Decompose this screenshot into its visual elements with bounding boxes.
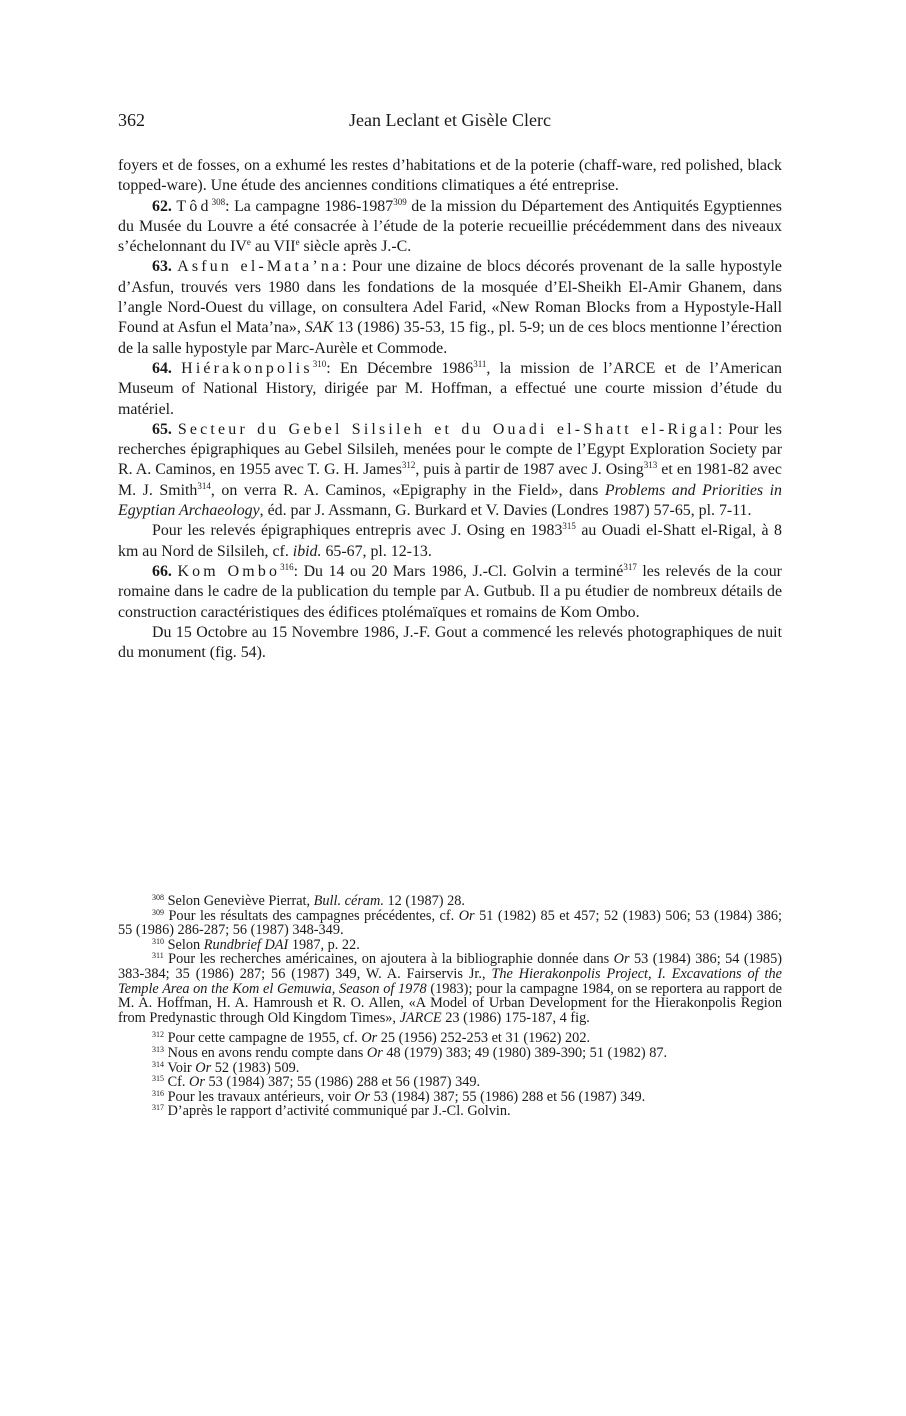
italic-run: SAK bbox=[304, 319, 334, 337]
text-run: 65-67, pl. 12-13. bbox=[321, 542, 432, 560]
italic-run: Or bbox=[361, 1030, 378, 1047]
page-number: 362 bbox=[118, 110, 145, 130]
text-run: 12 (1987) 28. bbox=[383, 893, 465, 909]
text-run: 13 (1986) 35-53, 15 fig., pl. 5-9; un de ces blocs mentionne l’érection de la salle hypostyle par Marc-Aurèle et Commode. bbox=[118, 319, 782, 357]
text-run: et en 1981-82 avec M. J. Smith bbox=[118, 461, 782, 499]
text-run: , puis à partir de 1987 avec J. Osing bbox=[415, 461, 644, 479]
footnote-mark: 311 bbox=[152, 951, 164, 961]
section-65-continued bbox=[118, 521, 782, 562]
footnote-ref: 310 bbox=[312, 358, 327, 369]
italic-run: ibid. bbox=[292, 542, 322, 560]
site-name: Tôd bbox=[176, 197, 212, 215]
footnote-ref: 308 bbox=[211, 196, 226, 207]
text-run: : Pour les recherches épigraphiques au Gebel Silsileh, menées pour le compte de l’Egypt Exploration Society par R. A. Caminos, en 1955 avec T. G. H. James bbox=[118, 420, 782, 479]
footnote-ref: 317 bbox=[623, 561, 637, 572]
site-name: Kom Ombo bbox=[177, 562, 281, 580]
footnote-313 bbox=[118, 1046, 782, 1061]
text-run: , éd. par J. Assmann, G. Burkard et V. Davies (Londres 1987) 57-65, pl. 7-11. bbox=[259, 502, 752, 520]
footnote-ref: 314 bbox=[197, 480, 211, 491]
footnote-314 bbox=[118, 1061, 782, 1076]
footnote-316 bbox=[118, 1090, 782, 1105]
text-run: Voir bbox=[164, 1059, 196, 1076]
footnote-mark: 317 bbox=[152, 1103, 164, 1113]
text-run: au Ouadi el-Shatt el-Rigal, à 8 km au Nord de Silsileh, cf. bbox=[118, 522, 782, 560]
footnote-315 bbox=[118, 1075, 782, 1090]
text-run: 53 (1984) 387; 55 (1986) 288 et 56 (1987) 349. bbox=[204, 1074, 481, 1091]
footnote-mark: 313 bbox=[152, 1044, 164, 1054]
footnote-mark: 315 bbox=[152, 1074, 164, 1084]
footnote-ref: 315 bbox=[562, 521, 576, 532]
text-run: D’après le rapport d’activité communiqué par J.-Cl. Golvin. bbox=[164, 1103, 511, 1120]
italic-run: Or bbox=[195, 1059, 212, 1076]
section-62 bbox=[118, 197, 782, 258]
footnote-mark: 309 bbox=[152, 907, 164, 917]
italic-run: Bull. céram. bbox=[313, 893, 384, 909]
section-number: 64. bbox=[152, 359, 172, 377]
text-run: de la mission du Département des Antiquités Egyptiennes du Musée du Louvre a été consacrée à l’étude de la poterie recueillie précédemment dans des niveaux s’échelonnant du IV bbox=[118, 197, 782, 256]
text-run: Pour les résultats des campagnes précédentes, cf. bbox=[164, 907, 459, 924]
text-run: Selon Geneviève Pierrat, bbox=[164, 893, 314, 909]
footnote-ref: 316 bbox=[280, 561, 294, 572]
text-run: siècle après J.-C. bbox=[299, 238, 412, 256]
text-run: les relevés de la cour romaine dans le cadre de la publication du temple par A. Gutbub. Il a pu étudier de nombreux détails de construction caractéristiques des édifices ptolémaïques et romains de Kom Ombo. bbox=[118, 562, 782, 621]
italic-run: Or bbox=[189, 1074, 205, 1091]
footnote-309 bbox=[118, 909, 782, 938]
section-63 bbox=[118, 257, 782, 358]
paragraph-continuation: foyers et de fosses, on a exhumé les restes d’habitations et de la poterie (chaff-ware, red polished, black topped-ware). Une étude des anciennes conditions climatiques a été entreprise. bbox=[118, 157, 782, 195]
text-run: : Du 14 ou 20 Mars 1986, J.-Cl. Golvin a terminé bbox=[293, 562, 624, 580]
footnote-mark: 310 bbox=[152, 936, 164, 946]
section-number: 65. bbox=[152, 420, 172, 438]
italic-run: The Hierakonpolis Project, I. Excavations of the Temple Area on the Kom el Gemuwia, Season of 1978 bbox=[118, 965, 782, 997]
text-run: , la mission de l’ARCE et de l’American Museum of National History, dirigée par M. Hoffman, a effectué une courte mission d’étude du matériel. bbox=[118, 359, 782, 418]
text-run: : Pour une dizaine de blocs décorés provenant de la salle hypostyle d’Asfun, trouvés vers 1980 dans les fondations de la mosquée d’El-Sheikh El-Amir Ghanem, dans l’angle Nord-Ouest du village, on consultera Adel Farid, «New Roman Blocks from a Hypostyle-Hall Found at Asfun el Mata’na», bbox=[118, 258, 782, 337]
text-run: Pour cette campagne de 1955, cf. bbox=[164, 1030, 362, 1047]
site-name: Asfun el-Mata’na bbox=[177, 258, 343, 276]
text-run: 25 (1956) 252-253 et 31 (1962) 202. bbox=[377, 1030, 591, 1047]
footnote-mark: 312 bbox=[152, 1030, 164, 1040]
section-number: 62. bbox=[152, 197, 172, 215]
site-name: Hiérakonpolis bbox=[181, 359, 313, 377]
footnote-ref: 312 bbox=[401, 460, 416, 471]
section-65 bbox=[118, 420, 782, 521]
text-run: 1987, p. 22. bbox=[288, 936, 360, 953]
footnote-mark: 308 bbox=[152, 893, 164, 902]
superscript: e bbox=[246, 237, 251, 248]
text-run: Pour les relevés épigraphiques entrepris avec J. Osing en 1983 bbox=[152, 522, 563, 540]
footnote-312 bbox=[118, 1031, 782, 1046]
italic-run: Or bbox=[613, 951, 630, 968]
italic-run: JARCE bbox=[399, 1009, 442, 1026]
text-run: 53 (1984) 386; 54 (1985) 383-384; 35 (1986) 287; 56 (1987) 349, W. A. Fairservis Jr., bbox=[118, 951, 782, 982]
text-run: 51 (1982) 85 et 457; 52 (1983) 506; 53 (1984) 386; 55 (1986) 286-287; 56 (1987) 348-349. bbox=[118, 907, 783, 939]
footnote-310 bbox=[118, 938, 782, 953]
footnote-308 bbox=[118, 894, 782, 909]
page-header bbox=[118, 110, 782, 136]
text-run: (1983); pour la campagne 1984, on se reportera au rapport de M. A. Hoffman, H. A. Hamroush et R. O. Allen, «A Model of Urban Development for the Hierakonpolis Region from Predynastic through Old Kingdom Times», bbox=[118, 980, 782, 1026]
footnotes bbox=[118, 894, 782, 1119]
text-run: 48 (1979) 383; 49 (1980) 389-390; 51 (1982) 87. bbox=[382, 1044, 668, 1061]
main-text bbox=[118, 156, 782, 663]
italic-run: Rundbrief DAI bbox=[203, 936, 289, 953]
italic-run: Or bbox=[354, 1088, 371, 1105]
text-run: : En Décembre 1986 bbox=[326, 359, 474, 377]
text-run: Pour les recherches américaines, on ajoutera à la bibliographie donnée dans bbox=[163, 951, 614, 968]
footnote-mark: 314 bbox=[152, 1059, 164, 1069]
superscript: e bbox=[295, 237, 300, 248]
text-run: Pour les travaux antérieurs, voir bbox=[164, 1088, 355, 1105]
text-run: Selon bbox=[164, 936, 204, 953]
section-66 bbox=[118, 562, 782, 623]
section-64 bbox=[118, 359, 782, 420]
section-66-continued: Du 15 Octobre au 15 Novembre 1986, J.-F. Gout a commencé les relevés photographiques de nuit du monument (fig. 54). bbox=[118, 623, 782, 662]
text-run: 23 (1986) 175-187, 4 fig. bbox=[441, 1009, 590, 1026]
footnote-mark: 316 bbox=[152, 1088, 164, 1098]
footnote-ref: 311 bbox=[473, 358, 487, 369]
section-number: 66. bbox=[152, 562, 172, 580]
text-run: , on verra R. A. Caminos, «Epigraphy in the Field», dans bbox=[210, 481, 605, 499]
footnote-ref: 309 bbox=[393, 196, 407, 207]
running-title: Jean Leclant et Gisèle Clerc bbox=[349, 110, 551, 130]
footnote-ref: 313 bbox=[643, 460, 658, 471]
italic-run: Or bbox=[458, 907, 475, 924]
text-run: 52 (1983) 509. bbox=[211, 1059, 300, 1076]
section-number: 63. bbox=[152, 258, 172, 276]
text-run: au VII bbox=[250, 238, 296, 256]
footnote-311 bbox=[118, 952, 782, 1025]
text-run: Nous en avons rendu compte dans bbox=[164, 1044, 367, 1061]
text-run: 53 (1984) 387; 55 (1986) 288 et 56 (1987) 349. bbox=[370, 1088, 646, 1105]
site-name: Secteur du Gebel Silsileh et du Ouadi el-Shatt el-Rigal bbox=[177, 420, 718, 438]
italic-run: Or bbox=[366, 1044, 383, 1061]
text-run: Cf. bbox=[164, 1074, 190, 1091]
italic-run: Problems and Priorities in Egyptian Archaeology bbox=[118, 481, 782, 520]
footnote-317 bbox=[118, 1104, 782, 1119]
text-run: : La campagne 1986-1987 bbox=[225, 197, 394, 215]
